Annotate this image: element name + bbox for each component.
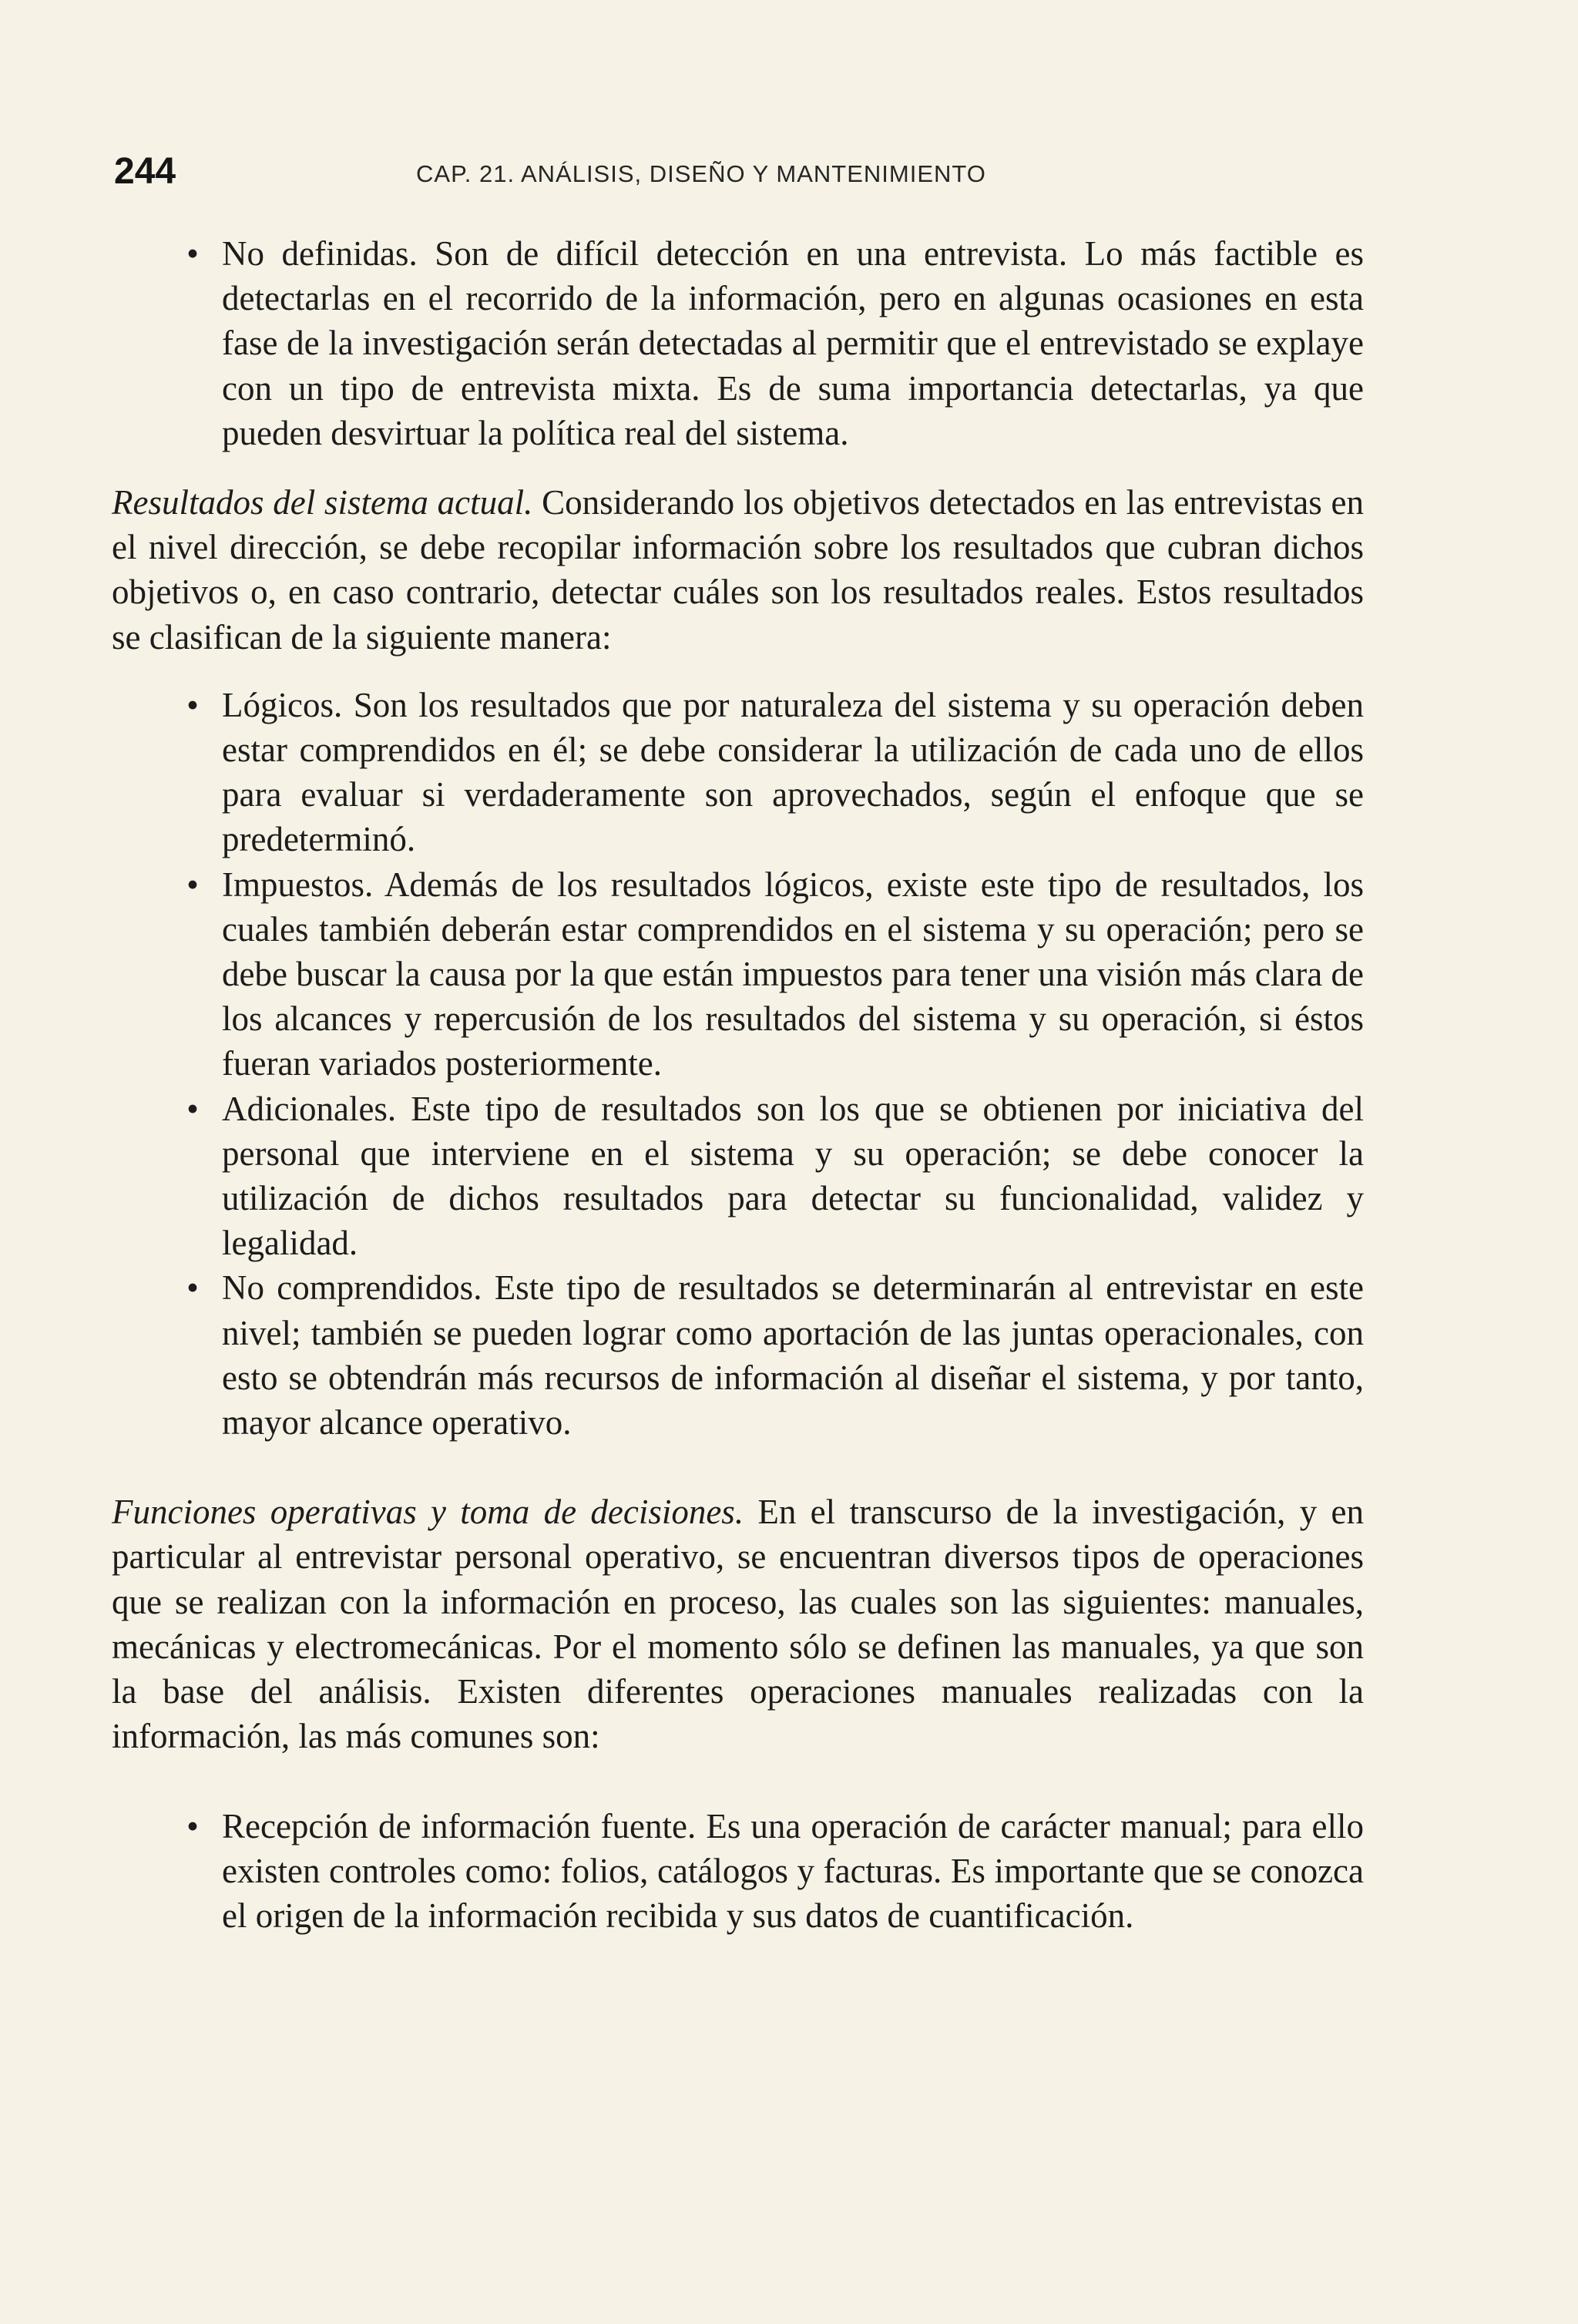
list-item — [112, 683, 1364, 862]
list-item-term: Lógicos. — [222, 685, 343, 724]
list-item-term: Adicionales. — [222, 1089, 397, 1128]
list-item-term: Impuestos. — [222, 865, 374, 904]
section-heading-functions: Funciones operativas y toma de decisiones. — [112, 1493, 744, 1532]
paragraph-functions — [112, 1489, 1364, 1758]
paragraph-text: Considerando los objetivos detectados en las entrevistas en el nivel dirección, se debe recopilar información sobre los resultados que cubran dichos objetivos o, en caso contrario, detectar cuáles son los resultados reales. Estos resultados se clasifican de la siguiente manera: — [112, 483, 1364, 657]
section-heading-results: Resultados del sistema actual. — [112, 483, 533, 522]
list-item-text: Además de los resultados lógicos, existe este tipo de resultados, los cuales también deberán estar comprendidos en el sistema y su operación; pero se debe buscar la causa por la que están impuestos para tener una visión más clara de los alcances y repercusión de los resultados del sistema y su operación, si éstos fueran variados posteriormente. — [222, 865, 1364, 1083]
intro-bullet-list — [112, 231, 1364, 455]
bullet-icon: • — [186, 1268, 199, 1308]
bullet-icon: • — [186, 1806, 199, 1845]
paragraph-results — [112, 480, 1364, 660]
page-number: 244 — [114, 151, 176, 192]
functions-bullet-list — [112, 1804, 1364, 1939]
page-header — [114, 145, 1362, 199]
list-item-text: Son de difícil detección en una entrevista. Lo más factible es detectarlas en el recorrido de la información, pero en algunas ocasiones en esta fase de la investigación serán detectadas al permitir que el entrevistado se explaye con un tipo de entrevista mixta. Es de suma importancia detectarlas, ya que pueden desvirtuar la política real del sistema. — [222, 234, 1365, 452]
page-body — [112, 231, 1364, 1938]
bullet-icon: • — [186, 1089, 199, 1128]
running-head: CAP. 21. ANÁLISIS, DISEÑO Y MANTENIMIENTO — [416, 160, 986, 187]
list-item — [112, 1086, 1364, 1266]
list-item-term: Recepción de información fuente. — [222, 1806, 697, 1845]
list-item — [112, 862, 1364, 1086]
list-item-text: Este tipo de resultados son los que se obtienen por iniciativa del personal que interviene en el sistema y su operación; se debe conocer la utilización de dichos resultados para detectar su funcionalidad, validez y legalidad. — [222, 1089, 1364, 1263]
paragraph-text: En el transcurso de la investigación, y en particular al entrevistar personal operativo, se encuentran diversos tipos de operaciones que se realizan con la información en proceso, las cuales son las siguientes: manuales, mecánicas y electromecánicas. Por el momento sólo se definen las manuales, ya que son la base del análisis. Existen diferentes operaciones manuales realizadas con la información, las más comunes son: — [112, 1493, 1364, 1756]
list-item — [112, 231, 1364, 455]
list-item-term: No comprendidos. — [222, 1268, 482, 1308]
list-item-text: Es una operación de carácter manual; para ello existen controles como: folios, catálogos y facturas. Es importante que se conozca el origen de la información recibida y sus datos de cuantificación. — [222, 1806, 1364, 1935]
bullet-icon: • — [186, 685, 199, 724]
bullet-icon: • — [186, 234, 199, 273]
list-item — [112, 1804, 1364, 1939]
list-item-text: Son los resultados que por naturaleza del sistema y su operación deben estar comprendidos en él; se debe considerar la utilización de cada uno de ellos para evaluar si verdaderamente son aprovechados, según el enfoque que se predeterminó. — [222, 685, 1364, 859]
list-item-term: No definidas. — [222, 234, 418, 273]
list-item-text: Este tipo de resultados se determinarán al entrevistar en este nivel; también se pueden lograr como aportación de las juntas operacionales, con esto se obtendrán más recursos de información al diseñar el sistema, y por tanto, mayor alcance operativo. — [222, 1268, 1365, 1442]
results-bullet-list — [112, 683, 1364, 1445]
list-item — [112, 1265, 1364, 1445]
bullet-icon: • — [186, 865, 199, 904]
